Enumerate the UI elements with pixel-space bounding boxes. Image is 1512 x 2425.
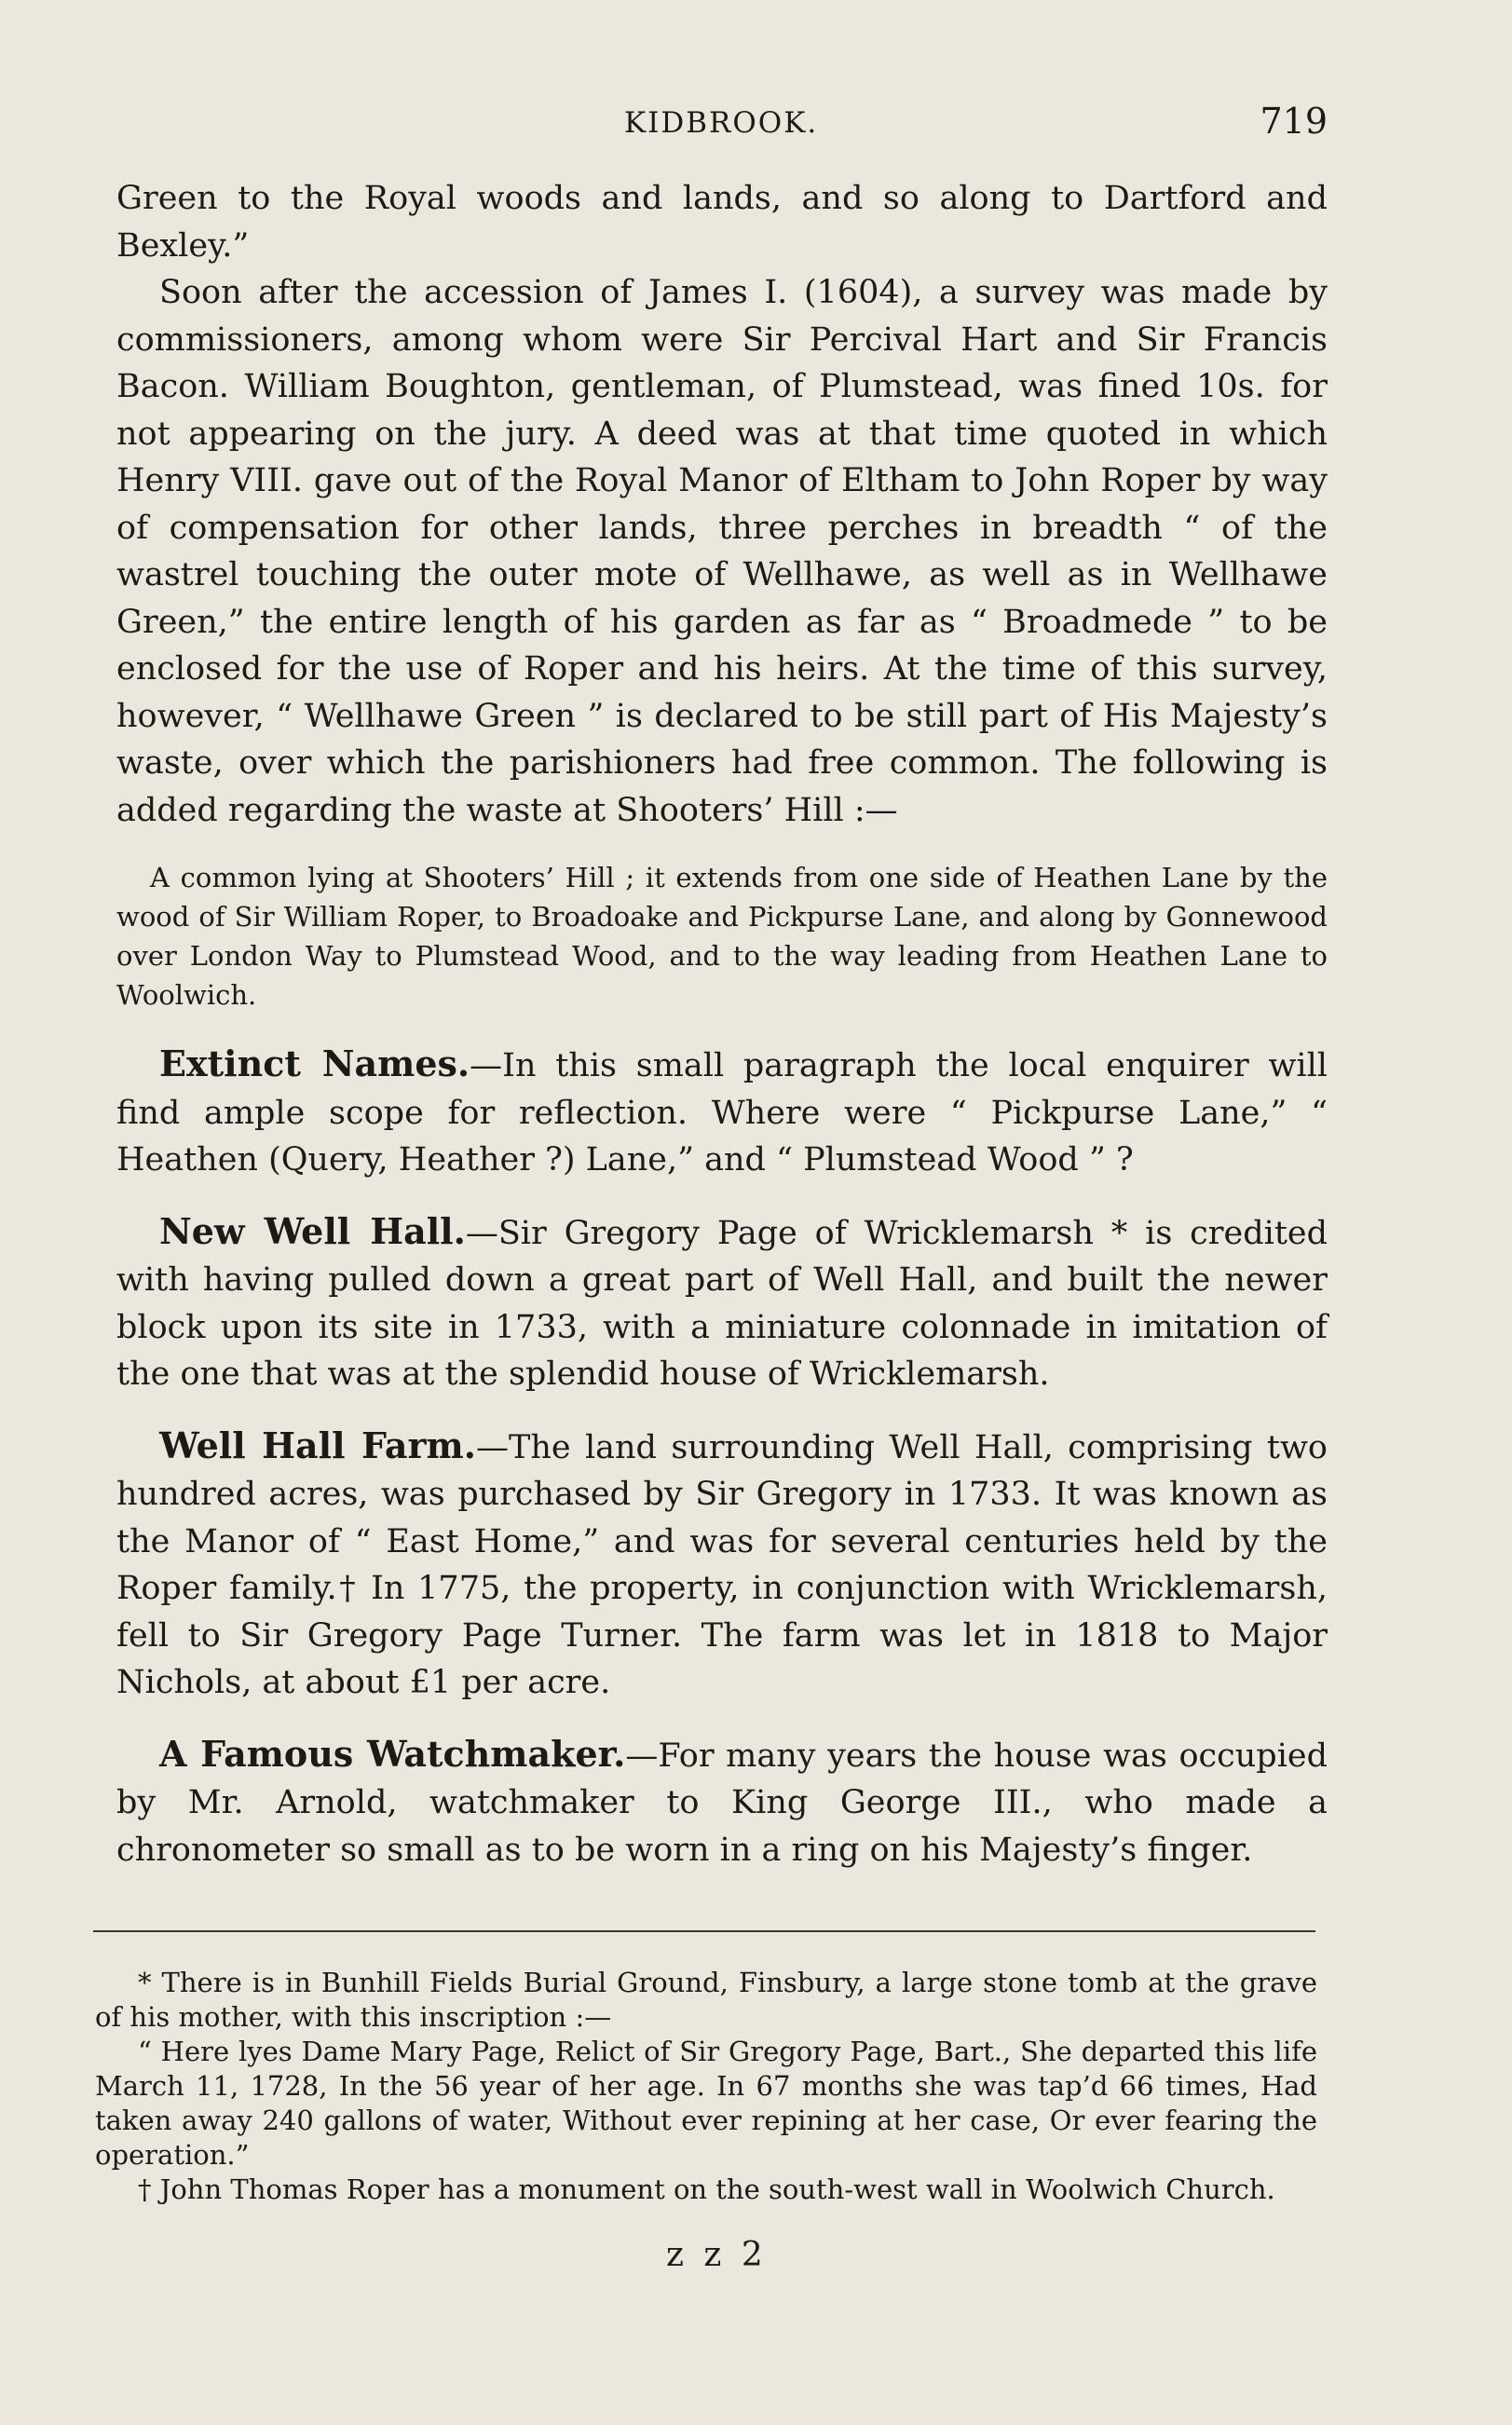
body-text [116,175,1328,1873]
section-heading: Extinct Names. [159,1042,470,1084]
footnote-roper: † John Thomas Roper has a monument on the south-west wall in Woolwich Church. [138,2173,1275,2205]
paragraph-survey: Soon after the accession of James I. (1604), a survey was made by commissioners, among whom were Sir Percival Hart and Sir Francis Bacon. William Boughton, gentleman, of Plumstead, was fined 10s. for not appearing on the jury. A deed was at that time quoted in which Henry VIII. gave out of the Royal Manor of Eltham to John Roper by way of compensation for other lands, three perches in breadth “ of the wastrel touching the outer mote of Wellhawe, as well as in Wellhawe Green,” the entire length of his garden as far as “ Broadmede ” to be enclosed for the use of Roper and his heirs. At the time of this survey, however, “ Wellhawe Green ” is declared to be still part of His Majesty’s waste, over which the parishioners had free common. The following is added regarding the waste at Shooters’ Hill :— [116,274,1328,829]
footnote-inscription: “ Here lyes Dame Mary Page, Relict of Sir Gregory Page, Bart., She departed this life March 11, 1728, In the 56 year of her age. In 67 months she was tap’d 66 times, Had taken away 240 gallons of water, Without ever repining at her case, Or ever fearing the operation.” [95,2036,1317,2171]
footnote-bunhill: * There is in Bunhill Fields Burial Ground, Finsbury, a large stone tomb at the grave of his mother, with this inscription :— [95,1967,1317,2033]
section-text: —In this small paragraph the local enquirer will find ample scope for reflection. Where were “ Pickpurse Lane,” “ Heathen (Query, Heather ?) Lane,” and “ Plumstead Wood ” ? [116,1047,1328,1178]
section-new-well-hall [116,1208,1328,1398]
page-header [0,101,1512,147]
section-heading: A Famous Watchmaker. [159,1732,626,1775]
paragraph-continuation: Green to the Royal woods and lands, and so along to Dartford and Bexley.” [116,180,1328,265]
section-well-hall-farm [116,1423,1328,1707]
section-text: —Sir Gregory Page of Wricklemarsh * is credited with having pulled down a great part of Well Hall, and built the newer block upon its site in 1733, with a miniature colonnade in imitation of the one that was at the splendid house of Wricklemarsh. [116,1214,1328,1393]
block-quote: A common lying at Shooters’ Hill ; it extends from one side of Heathen Lane by the wood of Sir William Roper, to Broadoake and Pickpurse Lane, and along by Gonnewood over London Way to Plumstead Wood, and to the way leading from Heathen Lane to Woolwich. [116,862,1328,1011]
section-famous-watchmaker [116,1731,1328,1874]
section-extinct-names [116,1041,1328,1184]
section-heading: New Well Hall. [159,1209,466,1252]
footnote-divider [93,1930,1315,1932]
running-head: KIDBROOK. [624,106,819,140]
section-text: —The land surrounding Well Hall, comprising two hundred acres, was purchased by Sir Gregory in 1733. It was known as the Manor of “ East Home,” and was for several centuries held by the Roper family.† In 1775, the property, in conjunction with Wricklemarsh, fell to Sir Gregory Page Turner. The farm was let in 1818 to Major Nichols, at about £1 per acre. [116,1428,1328,1701]
section-text: —For many years the house was occupied by Mr. Arnold, watchmaker to King George III., who made a chronometer so small as to be worn in a ring on his Majesty’s finger. [116,1737,1328,1869]
section-heading: Well Hall Farm. [159,1424,476,1466]
footnotes [95,1966,1317,2207]
signature-mark: z z 2 [666,2236,768,2274]
page-number: 719 [1260,101,1328,142]
